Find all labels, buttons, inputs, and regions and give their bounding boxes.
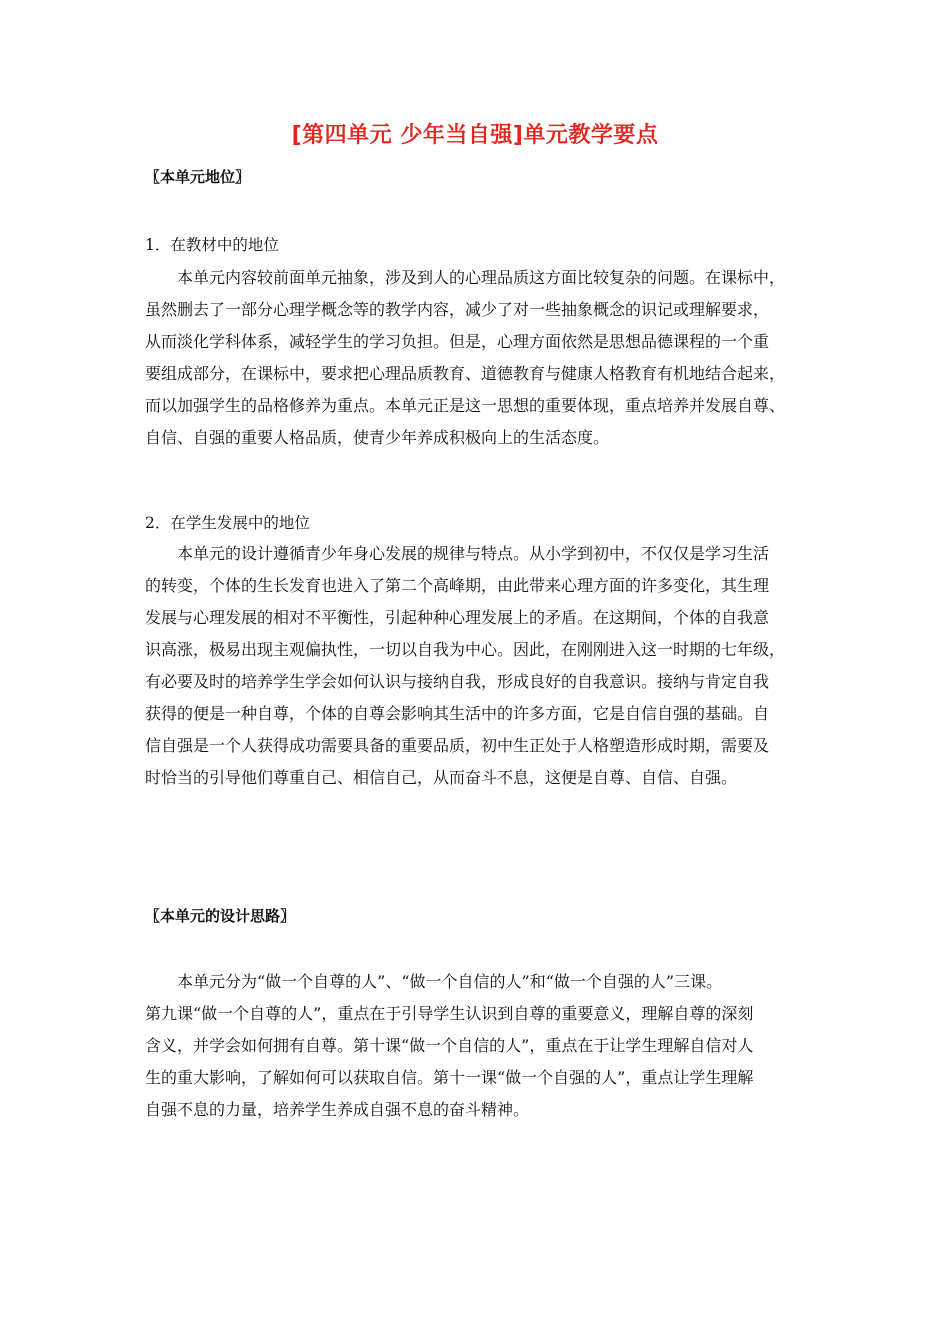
- paragraph-line: 时恰当的引导他们尊重自己、相信自己，从而奋斗不息，这便是自尊、自信、自强。: [145, 768, 738, 787]
- paragraph-line: 获得的便是一种自尊，个体的自尊会影响其生活中的许多方面，它是自信自强的基础。自: [145, 704, 770, 723]
- subsection-heading-textbook-position: 1．在教材中的地位: [145, 236, 279, 254]
- paragraph-line: 发展与心理发展的相对不平衡性，引起种种心理发展上的矛盾。在这期间，个体的自我意: [145, 608, 770, 627]
- paragraph-student-development: [145, 538, 825, 794]
- paragraph-line: 要组成部分，在课标中，要求把心理品质教育、道德教育与健康人格教育有机地结合起来，: [145, 364, 786, 383]
- subsection-heading-student-development: 2．在学生发展中的地位: [145, 514, 310, 532]
- section-heading-unit-position: 〖本单元地位〗: [145, 168, 251, 186]
- paragraph-line: 自强不息的力量，培养学生养成自强不息的奋斗精神。: [145, 1100, 530, 1119]
- paragraph-line: 从而淡化学科体系，减轻学生的学习负担。但是，心理方面依然是思想品德课程的一个重: [145, 332, 770, 351]
- paragraph-line: 本单元内容较前面单元抽象，涉及到人的心理品质这方面比较复杂的问题。在课标中，: [177, 268, 786, 287]
- paragraph-line: 本单元分为“做一个自尊的人”、“做一个自信的人”和“做一个自强的人”三课。: [177, 972, 723, 991]
- paragraph-line: 的转变，个体的生长发育也进入了第二个高峰期，由此带来心理方面的许多变化，其生理: [145, 576, 770, 595]
- page-title: [第四单元 少年当自强]单元教学要点: [291, 123, 659, 148]
- paragraph-line: 识高涨，极易出现主观偏执性，一切以自我为中心。因此，在刚刚进入这一时期的七年级，: [145, 640, 786, 659]
- paragraph-line: 虽然删去了一部分心理学概念等的教学内容，减少了对一些抽象概念的识记或理解要求，: [145, 300, 770, 319]
- paragraph-line: 生的重大影响，了解如何可以获取自信。第十一课“做一个自强的人”，重点让学生理解: [145, 1068, 754, 1087]
- paragraph-line: 本单元的设计遵循青少年身心发展的规律与特点。从小学到初中，不仅仅是学习生活: [177, 544, 770, 563]
- paragraph-line: 有必要及时的培养学生学会如何认识与接纳自我，形成良好的自我意识。接纳与肯定自我: [145, 672, 770, 691]
- paragraph-design-approach: [145, 966, 825, 1126]
- paragraph-textbook-position: [145, 262, 825, 454]
- paragraph-line: 信自强是一个人获得成功需要具备的重要品质，初中生正处于人格塑造形成时期，需要及: [145, 736, 770, 755]
- paragraph-line: 而以加强学生的品格修养为重点。本单元正是这一思想的重要体现，重点培养并发展自尊、: [145, 396, 786, 415]
- section-heading-design-approach: 〖本单元的设计思路〗: [145, 907, 296, 925]
- paragraph-line: 含义，并学会如何拥有自尊。第十课“做一个自信的人”，重点在于让学生理解自信对人: [145, 1036, 754, 1055]
- paragraph-line: 第九课“做一个自尊的人”，重点在于引导学生认识到自尊的重要意义，理解自尊的深刻: [145, 1004, 754, 1023]
- paragraph-line: 自信、自强的重要人格品质，使青少年养成积极向上的生活态度。: [145, 428, 610, 447]
